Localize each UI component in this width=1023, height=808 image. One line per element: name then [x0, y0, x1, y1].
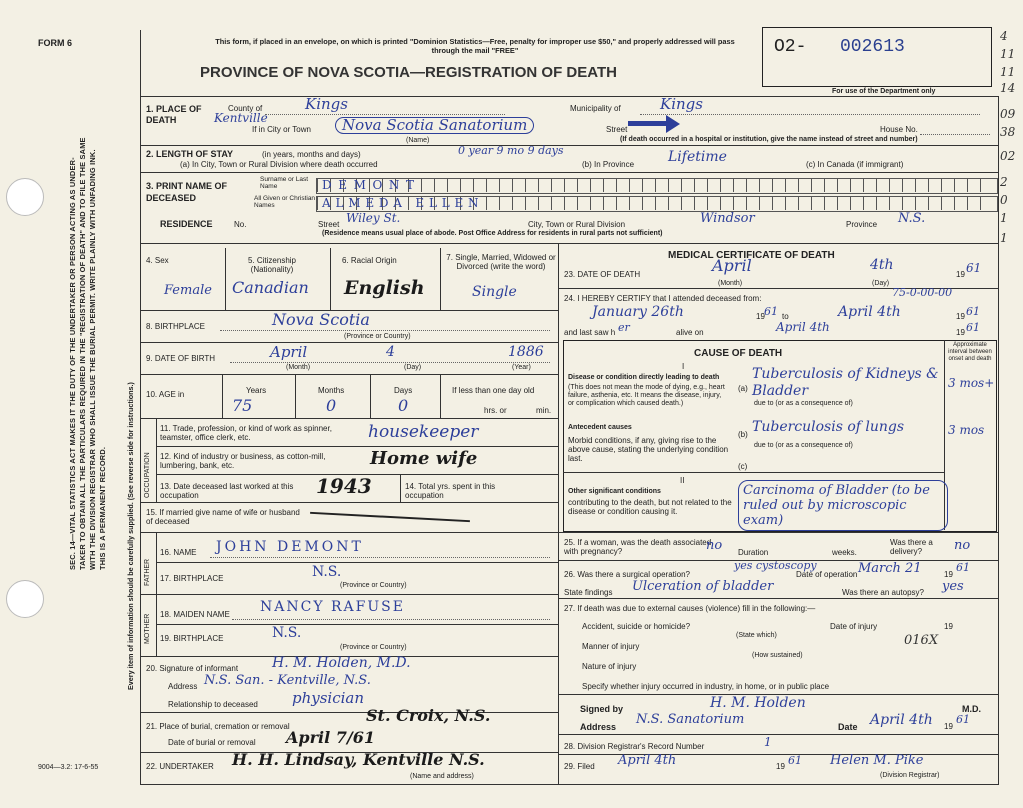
age-hrs-l: hrs. or: [484, 406, 507, 415]
q20-label: 20. Signature of informant: [146, 664, 239, 673]
age-days-l: Days: [394, 386, 413, 395]
reg-number: 002613: [840, 37, 905, 57]
informant-address-label: Address: [168, 682, 198, 691]
q12-value[interactable]: Home wife: [370, 448, 478, 469]
col-div-1: [225, 248, 226, 310]
registrar-signature[interactable]: Helen M. Pike: [830, 753, 924, 768]
mother-side: MOTHER: [144, 613, 151, 644]
margin-note: 75-0-00-00: [892, 286, 953, 299]
frame-right: [998, 96, 999, 784]
undertaker-value[interactable]: H. H. Lindsay, Kentville N.S.: [232, 750, 485, 769]
marital-label: 7. Single, Married, Widowed or Divorced (write the word): [446, 253, 556, 272]
residence-province[interactable]: N.S.: [898, 211, 926, 226]
rule-16: [140, 532, 558, 533]
part-1: I: [682, 362, 685, 371]
stay-a-value[interactable]: 0 year 9 mo 9 days: [458, 144, 564, 157]
sex-label: 4. Sex: [146, 256, 169, 265]
death-month-l: (Month): [718, 280, 743, 287]
margin-code: 1: [1000, 211, 1008, 225]
margin-code: 02: [1000, 149, 1016, 163]
q25-label: 25. If a woman, was the death associated with pregnancy?: [564, 538, 712, 557]
dob-day-l: (Day): [404, 364, 422, 371]
q29-label: 29. Filed: [564, 762, 595, 771]
antecedent-note: Morbid conditions, if any, giving rise to the above cause, stating the underlying condition last.: [568, 436, 729, 464]
margin-code: 0: [1000, 193, 1008, 207]
col-div-2: [330, 248, 331, 310]
citizenship-label: 5. Citizenship (Nationality): [247, 256, 297, 275]
q13-value[interactable]: 1943: [316, 474, 372, 498]
rule-main: [140, 243, 998, 244]
delivery-value[interactable]: no: [954, 538, 971, 553]
op-date[interactable]: March 21: [858, 561, 922, 576]
sec14-notice: SEC. 14—VITAL STATISTICS ACT MAKES IT THE DUTY OF THE UNDERTAKER OR PERSON ACTING AS UNDER- TAKER TO OBTAIN ALL THE PARTICULARS REQUIRED IN THE "REGISTRATION OF DEATH" AND TO FILE THE SAME WITH THE DIVISION REGISTRAR WHO SHALL ISSUE THE BURIAL PERMIT. WRITE PLAINLY WITH UNFADING INK. THIS IS A PERMANENT RECORD.: [68, 137, 107, 570]
mother-name[interactable]: NANCY RAFUSE: [260, 599, 405, 615]
rule-9: [140, 342, 558, 343]
residence-province-label: Province: [846, 220, 878, 229]
stay-label: 2. LENGTH OF STAY: [146, 149, 234, 159]
doctor-address[interactable]: N.S. Sanatorium: [636, 712, 745, 727]
rule-top: [140, 96, 998, 97]
q19-label: 19. BIRTHPLACE: [160, 634, 224, 643]
direct-label: Disease or condition directly leading to death: [568, 374, 720, 381]
alive-on-label: alive on: [676, 328, 704, 337]
other-label: Other significant conditions: [568, 488, 661, 495]
margin-code: 2: [1000, 175, 1008, 189]
marital-value[interactable]: Single: [472, 284, 517, 300]
margin-code: 09: [1000, 107, 1016, 121]
stay-a-label: (a) In City, Town or Rural Division where death occurred: [180, 160, 378, 169]
residence-label: RESIDENCE: [160, 219, 213, 229]
citizenship-value[interactable]: Canadian: [232, 278, 309, 297]
accident-label: Accident, suicide or homicide?: [582, 622, 691, 631]
rule-10: [140, 374, 558, 375]
residence-city[interactable]: Windsor: [700, 211, 755, 226]
margin-code: 38: [1000, 125, 1016, 139]
punch-hole-bottom: [6, 580, 44, 618]
residence-note: (Residence means usual place of abode. Post Office Address for residents in rural parts not sufficient): [322, 230, 663, 237]
medical-title: MEDICAL CERTIFICATE OF DEATH: [668, 250, 835, 261]
age-div-2: [370, 374, 371, 418]
institution-name[interactable]: Nova Scotia Sanatorium: [335, 117, 534, 134]
rule-17: [156, 562, 558, 563]
q14-label: 14. Total yrs. spent in this occupation: [405, 482, 496, 501]
q15-label: 15. If married give name of wife or husband of deceased: [146, 508, 300, 527]
relationship-label: Relationship to deceased: [168, 700, 258, 709]
occupation-side: OCCUPATION: [144, 452, 151, 498]
q28-label: 28. Division Registrar's Record Number: [564, 742, 705, 751]
county-line: [265, 114, 505, 115]
municipality-value[interactable]: Kings: [660, 95, 703, 113]
last-year-prefix: 19: [956, 328, 965, 337]
mail-notice: This form, if placed in an envelope, on which is printed "Dominion Statistics—Free, penalty for improper use $50," and properly addressed will pass through the mail "FREE": [215, 37, 735, 55]
rule-19: [156, 624, 558, 625]
due-label-1: due to (or as a consequence of): [754, 400, 853, 407]
antecedent-label: Antecedent causes: [568, 424, 632, 431]
injury-year-prefix: 19: [944, 622, 953, 631]
op-year[interactable]: 61: [956, 561, 970, 574]
md-label: M.D.: [962, 704, 981, 714]
margin-code: 11: [1000, 65, 1016, 79]
part-2: II: [680, 476, 685, 485]
death-day[interactable]: 4th: [870, 257, 894, 273]
county-label: County of: [228, 104, 263, 113]
mother-bp-sub: (Province or Country): [340, 644, 407, 651]
residence-no-label: No.: [234, 220, 247, 229]
to-year[interactable]: 61: [966, 305, 980, 318]
manner-label: Manner of injury: [582, 642, 640, 651]
autopsy-value[interactable]: yes: [942, 579, 964, 594]
cause-c-label: (c): [738, 462, 748, 471]
margin-code: 4: [1000, 29, 1008, 43]
street-label: Street: [606, 125, 628, 134]
stay-c-label: (c) In Canada (if immigrant): [806, 160, 904, 169]
q21-label: 21. Place of burial, cremation or removal: [146, 722, 290, 731]
to-year-prefix: 19: [956, 312, 965, 321]
q15-stroke: [310, 512, 470, 522]
from-year[interactable]: 61: [764, 305, 778, 318]
findings-label: State findings: [564, 588, 613, 597]
burial-date[interactable]: April 7/61: [286, 728, 375, 747]
injury-date-label: Date of injury: [830, 622, 878, 631]
q26-label: 26. Was there a surgical operation?: [564, 570, 690, 579]
residence-city-label: City, Town or Rural Division: [528, 220, 626, 229]
dob-month[interactable]: April: [270, 343, 308, 361]
doctor-date-label: Date: [838, 722, 858, 732]
other-value[interactable]: Carcinoma of Bladder (to be ruled out by microscopic exam): [738, 480, 948, 531]
to-label: to: [782, 312, 789, 321]
cause-a-value[interactable]: Tuberculosis of Kidneys & Bladder: [752, 366, 939, 399]
sex-value[interactable]: Female: [164, 283, 212, 298]
age-years-l: Years: [246, 386, 267, 395]
delivery-label: Was there a delivery?: [890, 538, 933, 557]
death-year[interactable]: 61: [966, 261, 982, 275]
age-div-3: [440, 374, 441, 418]
given-label: All Given or Christian Names: [254, 195, 316, 210]
age-years[interactable]: 75: [232, 396, 253, 415]
relationship-value[interactable]: physician: [292, 689, 365, 707]
dob-label: 9. DATE OF BIRTH: [146, 354, 216, 363]
q26-value[interactable]: yes cystoscopy: [734, 559, 817, 572]
q27-label: 27. If death was due to external causes (violence) fill in the following:—: [564, 604, 816, 613]
mother-birthplace[interactable]: N.S.: [272, 625, 302, 641]
rule-28: [558, 734, 998, 735]
reg-prefix: O2-: [774, 37, 807, 57]
cause-b-interval[interactable]: 3 mos: [948, 423, 985, 437]
q23-label: 23. DATE OF DEATH: [564, 270, 641, 279]
cause-b-value[interactable]: Tuberculosis of lungs: [752, 419, 905, 435]
specify-label: Specify whether injury occurred in industry, in home, or in public place: [582, 682, 830, 691]
weeks-label: weeks.: [832, 548, 857, 557]
filed-date[interactable]: April 4th: [618, 753, 677, 768]
q17-label: 17. BIRTHPLACE: [160, 574, 224, 583]
death-year-prefix: 19: [956, 270, 965, 279]
nature-label: Nature of injury: [582, 662, 637, 671]
dob-line: [230, 362, 550, 363]
house-line: [920, 134, 990, 135]
autopsy-label: Was there an autopsy?: [842, 588, 924, 597]
cause-b-label: (b): [738, 430, 748, 439]
age-label: 10. AGE in: [146, 390, 185, 399]
frame-bottom: [140, 784, 999, 785]
stay-b-label: (b) In Province: [582, 160, 635, 169]
age-div-1: [295, 374, 296, 418]
cause-a-interval[interactable]: 3 mos+: [948, 376, 995, 390]
name-sub-label: (Name): [406, 137, 430, 144]
surname-label: Surname or Last Name: [260, 176, 309, 191]
reverse-note: Every item of information should be carefully supplied. (See reverse side for instructions.): [126, 382, 135, 690]
last-saw-date[interactable]: April 4th: [776, 320, 830, 334]
direct-note: (This does not mean the mode of dying, e.g., heart failure, asthenia, etc. It means the disease, injury, or complication which caused death.): [568, 384, 725, 408]
death-day-l: (Day): [872, 280, 890, 287]
last-saw-label: and last saw h: [564, 328, 616, 337]
residence-street-label: Street: [318, 220, 340, 229]
burial-date-label: Date of burial or removal: [168, 738, 256, 747]
death-month[interactable]: April: [712, 256, 752, 275]
municipality-label: Municipality of: [570, 104, 621, 113]
city-label: If in City or Town: [252, 125, 311, 134]
racial-value[interactable]: English: [344, 277, 425, 299]
rule-11: [140, 418, 558, 419]
part-2-rule: [563, 472, 944, 473]
q22-label: 22. UNDERTAKER: [146, 762, 214, 771]
state-which: (State which): [736, 632, 777, 639]
birthplace-line: [220, 330, 550, 331]
dept-use: For use of the Department only: [832, 88, 936, 95]
due-label-2: due to (or as a consequence of): [754, 442, 853, 449]
age-div-0: [222, 374, 223, 418]
attended-to[interactable]: April 4th: [838, 304, 901, 320]
col-div-3: [440, 248, 441, 310]
q11-label: 11. Trade, profession, or kind of work as spinner, teamster, office clerk, etc.: [160, 424, 332, 443]
q24-label: 24. I HEREBY CERTIFY that I attended deceased from:: [564, 294, 762, 303]
signed-value[interactable]: H. M. Holden: [710, 695, 806, 711]
given-value[interactable]: ALMEDA ELLEN: [322, 196, 484, 210]
father-name[interactable]: JOHN DEMONT: [216, 539, 364, 555]
rule-12: [156, 446, 558, 447]
age-months-l: Months: [318, 386, 345, 395]
father-side: FATHER: [144, 558, 151, 586]
deceased-label: 3. PRINT NAME OF DECEASED: [146, 181, 228, 203]
dob-year[interactable]: 1886: [508, 344, 544, 360]
rule-15: [140, 502, 558, 503]
signed-label: Signed by: [580, 704, 624, 714]
rule-18: [140, 594, 558, 595]
margin-code: 11: [1000, 47, 1016, 61]
filed-year[interactable]: 61: [788, 754, 802, 767]
form-title: PROVINCE OF NOVA SCOTIA—REGISTRATION OF DEATH: [200, 64, 617, 81]
dob-month-l: (Month): [286, 364, 311, 371]
burial-place[interactable]: St. Croix, N.S.: [366, 706, 491, 725]
rule-27: [558, 598, 998, 599]
op-date-label: Date of operation: [796, 570, 858, 579]
arrowhead-icon: [666, 115, 680, 133]
q13-label: 13. Date deceased last worked at this occupation: [160, 482, 294, 501]
institution-note: (If death occurred in a hospital or institution, give the name instead of street and number): [620, 136, 918, 143]
manner-code[interactable]: 016X: [904, 633, 939, 648]
rule-3: [140, 172, 998, 173]
birthplace-label: 8. BIRTHPLACE: [146, 322, 205, 331]
last-year[interactable]: 61: [966, 321, 980, 334]
mother-name-line: [232, 619, 550, 620]
q16-label: 16. NAME: [160, 548, 197, 557]
from-year-prefix: 19: [756, 312, 765, 321]
how-label: (How sustained): [752, 652, 803, 659]
city-value[interactable]: Kentville: [214, 111, 268, 125]
rule-21: [140, 712, 558, 713]
age-days[interactable]: 0: [398, 396, 409, 415]
attended-from[interactable]: January 26th: [592, 304, 684, 320]
q25-value[interactable]: no: [706, 538, 723, 553]
findings-value[interactable]: Ulceration of bladder: [632, 579, 774, 594]
other-note: contributing to the death, but not related to the disease or condition causing it.: [568, 498, 732, 517]
surname-value[interactable]: DEMONT: [322, 178, 421, 192]
stay-b-value[interactable]: Lifetime: [668, 149, 727, 165]
registrar-label: (Division Registrar): [880, 772, 940, 779]
birthplace-sub: (Province or Country): [344, 333, 411, 340]
filed-year-prefix: 19: [776, 762, 785, 771]
footer-code: 9004—3.2: 17-6-55: [38, 764, 99, 771]
column-divider: [558, 243, 559, 784]
q11-value[interactable]: housekeeper: [368, 422, 479, 442]
arrow-icon: [628, 121, 668, 126]
margin-code: 1: [1000, 231, 1008, 245]
frame-left: [140, 30, 141, 784]
doctor-year-prefix: 19: [944, 722, 953, 731]
doctor-date[interactable]: April 4th: [870, 712, 933, 728]
rule-2: [140, 145, 998, 146]
county-value[interactable]: Kings: [305, 95, 348, 113]
father-birthplace[interactable]: N.S.: [312, 564, 342, 580]
age-lessday-l: If less than one day old: [452, 386, 535, 395]
op-year-prefix: 19: [944, 570, 953, 579]
birthplace-value[interactable]: Nova Scotia: [272, 310, 370, 329]
age-min-l: min.: [536, 406, 552, 415]
racial-label: 6. Racial Origin: [342, 256, 397, 265]
house-label: House No.: [880, 125, 918, 134]
q18-label: 18. MAIDEN NAME: [160, 610, 230, 619]
q14-divider: [400, 474, 401, 502]
father-bp-sub: (Province or Country): [340, 582, 407, 589]
punch-hole-top: [6, 178, 44, 216]
informant-signature[interactable]: H. M. Holden, M.D.: [272, 655, 411, 671]
rule-25: [558, 532, 998, 533]
residence-street[interactable]: Wiley St.: [346, 211, 401, 225]
last-saw-him[interactable]: er: [618, 321, 630, 334]
dob-day[interactable]: 4: [386, 344, 395, 360]
age-months[interactable]: 0: [326, 396, 337, 415]
duration-label: Duration: [738, 548, 769, 557]
doctor-year[interactable]: 61: [956, 713, 970, 726]
dob-year-l: (Year): [512, 364, 531, 371]
informant-address[interactable]: N.S. San. - Kentville, N.S.: [204, 673, 371, 688]
doctor-address-label: Address: [580, 722, 617, 732]
q12-label: 12. Kind of industry or business, as cotton-mill, lumbering, bank, etc.: [160, 452, 326, 471]
interval-header: Approximate interval between onset and death: [948, 342, 992, 362]
place-label: 1. PLACE OF DEATH: [146, 104, 202, 125]
cause-title: CAUSE OF DEATH: [694, 348, 783, 359]
father-name-line: [210, 557, 550, 558]
q28-value[interactable]: 1: [764, 735, 772, 749]
municipality-line: [640, 114, 980, 115]
occupation-divider: [156, 418, 157, 502]
margin-code: 14: [1000, 81, 1016, 95]
undertaker-sub: (Name and address): [410, 773, 474, 780]
form-number: FORM 6: [38, 38, 73, 48]
cause-a-label: (a): [738, 384, 748, 393]
stay-sub: (in years, months and days): [262, 150, 361, 159]
